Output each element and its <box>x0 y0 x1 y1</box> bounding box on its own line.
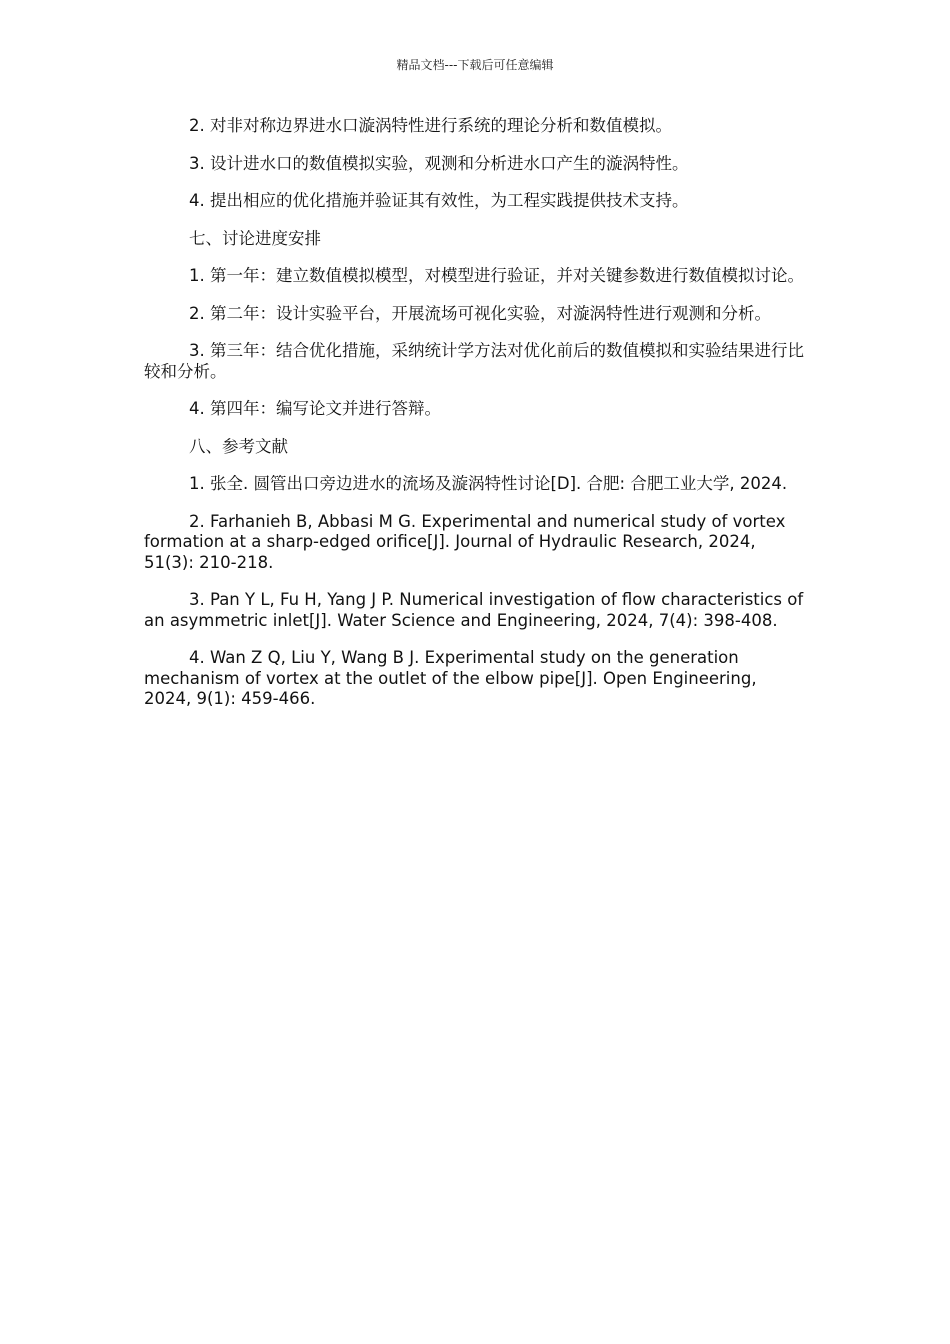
reference-item-3: 3. Pan Y L, Fu H, Yang J P. Numerical investigation of flow characteristics of an asymmetric inlet[J]. Water Science and Engineering, 2024, 7(4): 398-408. <box>144 590 804 630</box>
section-heading-schedule: 七、讨论进度安排 <box>189 228 321 248</box>
reference-item-1: 1. 张全. 圆管出口旁边进水的流场及漩涡特性讨论[D]. 合肥: 合肥工业大学, 2024. <box>189 474 788 493</box>
schedule-item-2: 2. 第二年：设计实验平台，开展流场可视化实验，对漩涡特性进行观测和分析。 <box>189 303 771 323</box>
objective-item-3: 3. 设计进水口的数值模拟实验，观测和分析进水口产生的漩涡特性。 <box>189 153 689 173</box>
objective-item-2: 2. 对非对称边界进水口漩涡特性进行系统的理论分析和数值模拟。 <box>189 116 672 135</box>
schedule-item-1: 1. 第一年：建立数值模拟模型，对模型进行验证，并对关键参数进行数值模拟讨论。 <box>189 266 804 285</box>
document-body <box>144 116 806 727</box>
page-header: 精品文档---下载后可任意编辑 <box>396 58 554 72</box>
objective-item-4: 4. 提出相应的优化措施并验证其有效性，为工程实践提供技术支持。 <box>189 191 689 210</box>
schedule-item-3: 3. 第三年：结合优化措施，采纳统计学方法对优化前后的数值模拟和实验结果进行比较和分析。 <box>144 341 804 381</box>
schedule-item-4: 4. 第四年：编写论文并进行答辩。 <box>189 399 441 418</box>
reference-item-2: 2. Farhanieh B, Abbasi M G. Experimental and numerical study of vortex formation at a sharp-edged orifice[J]. Journal of Hydraulic Research, 2024, 51(3): 210-218. <box>144 511 786 572</box>
section-heading-references: 八、参考文献 <box>189 436 288 456</box>
reference-item-4: 4. Wan Z Q, Liu Y, Wang B J. Experimental study on the generation mechanism of vortex at the outlet of the elbow pipe[J]. Open Engineering, 2024, 9(1): 459-466. <box>144 648 757 708</box>
